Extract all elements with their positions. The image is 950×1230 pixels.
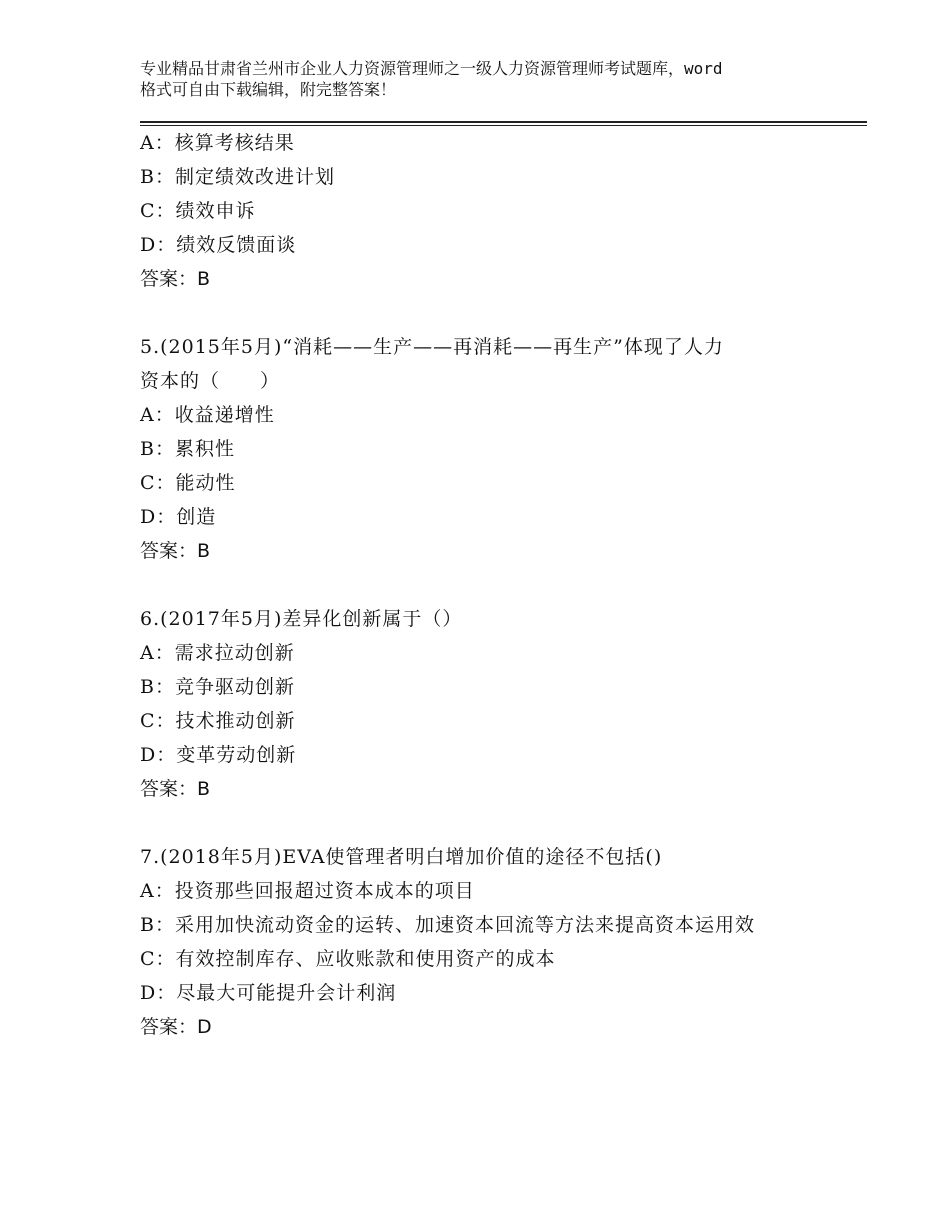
option-c: C：技术推动创新	[140, 710, 296, 732]
option-b: B：制定绩效改进计划	[140, 166, 335, 188]
question-stem: 5.(2015年5月)“消耗——生产——再消耗——再生产”体现了人力	[140, 336, 724, 358]
question-6	[140, 602, 820, 806]
option-d: D：变革劳动创新	[140, 744, 297, 766]
header-title-line-2: 格式可自由下载编辑，附完整答案！	[140, 80, 397, 99]
option-a: A：需求拉动创新	[140, 642, 295, 664]
option-c: C：能动性	[140, 472, 236, 494]
option-c: C：有效控制库存、应收账款和使用资产的成本	[140, 948, 556, 970]
option-a: A：投资那些回报超过资本成本的项目	[140, 880, 475, 902]
answer: 答案：B	[140, 268, 211, 290]
spacer	[140, 568, 820, 602]
option-c: C：绩效申诉	[140, 200, 256, 222]
question-stem: 7.(2018年5月)EVA使管理者明白增加价值的途径不包括()	[140, 846, 663, 868]
header-title-line-1: 专业精品甘肃省兰州市企业人力资源管理师之一级人力资源管理师考试题库，word	[140, 59, 723, 78]
question-stem-continued: 资本的（ ）	[140, 370, 281, 392]
option-b: B：竞争驱动创新	[140, 676, 295, 698]
question-4-tail	[140, 126, 820, 296]
option-a: A：收益递增性	[140, 404, 275, 426]
option-d: D：尽最大可能提升会计利润	[140, 982, 397, 1004]
option-d: D：创造	[140, 506, 217, 528]
answer: 答案：D	[140, 1016, 212, 1038]
document-header	[140, 58, 840, 100]
option-a: A：核算考核结果	[140, 132, 295, 154]
question-stem: 6.(2017年5月)差异化创新属于（）	[140, 608, 463, 630]
question-7	[140, 840, 820, 1044]
option-b: B：累积性	[140, 438, 235, 460]
answer: 答案：B	[140, 778, 211, 800]
answer: 答案：B	[140, 540, 211, 562]
question-list	[140, 126, 820, 1044]
question-5	[140, 330, 820, 568]
option-b: B：采用加快流动资金的运转、加速资本回流等方法来提高资本运用效	[140, 914, 755, 936]
spacer	[140, 806, 820, 840]
spacer	[140, 296, 820, 330]
option-d: D：绩效反馈面谈	[140, 234, 297, 256]
header-divider-thick	[140, 121, 867, 123]
